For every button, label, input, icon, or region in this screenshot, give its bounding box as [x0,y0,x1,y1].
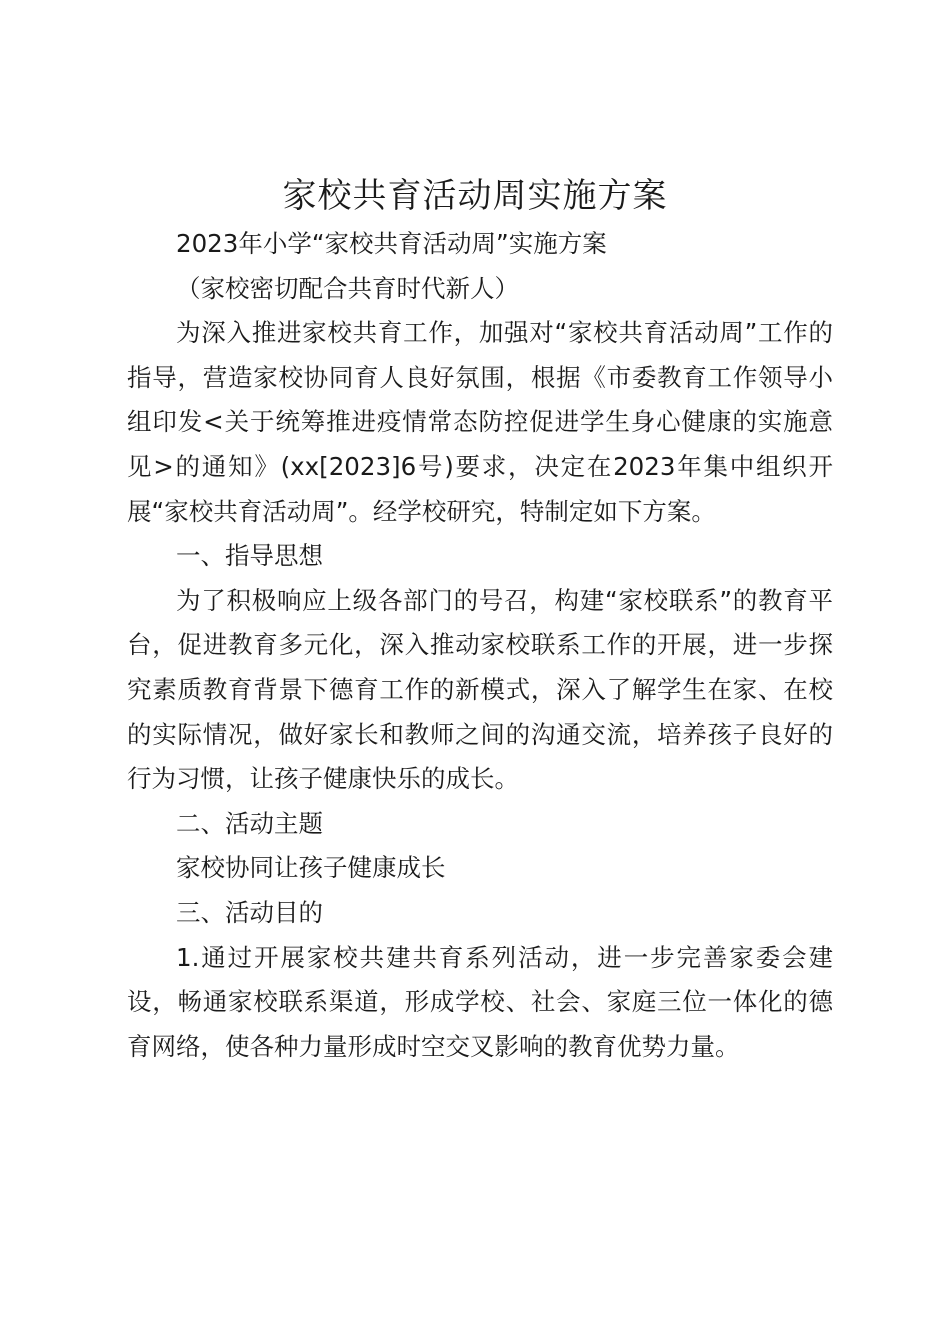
document-tagline: （家校密切配合共育时代新人） [176,273,519,303]
section-heading-activity-theme: 二、活动主题 [176,808,323,838]
section-heading-guiding-ideology: 一、指导思想 [176,541,323,571]
activity-theme-text: 家校协同让孩子健康成长 [176,853,446,883]
intro-paragraph: 为深入推进家校共育工作，加强对“家校共育活动周”工作的指导，营造家校协同育人良好氛围，根据《市委教育工作领导小组印发<关于统筹推进疫情常态防控促进学生身心健康的实施意见>的通知》(xx[2023]6号)要求，决定在2023年集中组织开展“家校共育活动周”。经学校研究，特制定如下方案。 [127,318,833,526]
activity-purpose-item-1: 1.通过开展家校共建共育系列活动，进一步完善家委会建设，畅通家校联系渠道，形成学校、社会、家庭三位一体化的德育网络，使各种力量形成时空交叉影响的教育优势力量。 [127,942,833,1061]
document-title: 家校共育活动周实施方案 [282,176,668,216]
section-heading-activity-purpose: 三、活动目的 [176,897,323,927]
document-body [127,222,833,1069]
guiding-ideology-paragraph: 为了积极响应上级各部门的号召，构建“家校联系”的教育平台，促进教育多元化，深入推动家校联系工作的开展，进一步探究素质教育背景下德育工作的新模式，深入了解学生在家、在校的实际情况，做好家长和教师之间的沟通交流，培养孩子良好的行为习惯，让孩子健康快乐的成长。 [127,585,833,794]
document-subtitle: 2023年小学“家校共育活动周”实施方案 [176,229,607,258]
